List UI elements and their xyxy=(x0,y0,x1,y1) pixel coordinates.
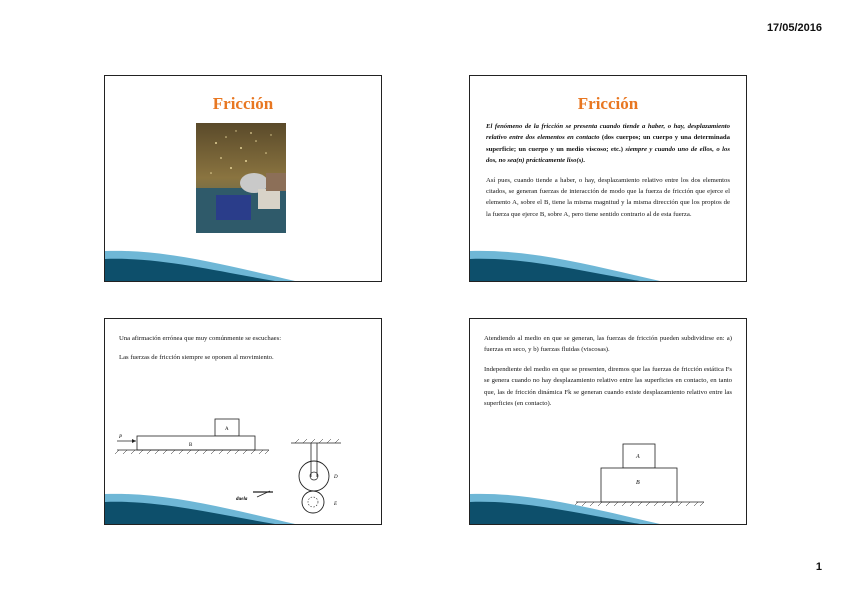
paragraph-1 xyxy=(486,121,730,167)
label-p: P xyxy=(119,435,123,440)
print-date: 17/05/2016 xyxy=(766,22,822,34)
definition-bold: El fenómeno de la fricción se presenta cuando tiende a haber, o hay, desplazamiento relativo entre dos elementos en contacto xyxy=(486,123,730,142)
grinding-sparks-photo xyxy=(196,123,286,233)
slide-footer-swoosh xyxy=(470,484,746,524)
slide-4 xyxy=(469,318,747,525)
paragraph-1: Atendiendo al medio en que se generan, las fuerzas de fricción pueden subdividirse en: a) fuerzas en seco, y b) fuerzas fluidas (viscosas). xyxy=(484,335,732,354)
slide-footer-swoosh xyxy=(105,484,381,524)
page-number: 1 xyxy=(815,561,822,573)
slide-1 xyxy=(104,75,382,282)
label-d: D xyxy=(334,475,338,480)
paragraph-2: Las fuerzas de fricción siempre se oponen al movimiento. xyxy=(119,354,274,362)
paragraph-2: Independiente del medio en que se presenten, diremos que las fuerzas de fricción estática Fs se genera cuando no hay desplazamiento relativo entre las superficies en contacto, en tanto que, las de fricción dinámica Fk se generan cuando existe desplazamiento relativo entre las superficies (en contacto). xyxy=(484,365,732,408)
label-a: A xyxy=(636,454,640,460)
ground-hatch xyxy=(115,450,269,454)
definition-bold-2: siempre y cuando uno de ellos, o los dos, no sea(n) prácticamente liso(s). xyxy=(486,145,730,165)
label-e: E xyxy=(334,502,338,507)
label-a: A xyxy=(225,427,229,432)
slide-title: Fricción xyxy=(577,94,639,113)
slide-footer-swoosh xyxy=(470,241,746,281)
block-b xyxy=(137,436,255,450)
slide-3 xyxy=(104,318,382,525)
slide-2 xyxy=(469,75,747,282)
slide-body xyxy=(486,121,730,228)
arrow-head xyxy=(132,439,136,443)
definition-normal: (dos cuerpos; un cuerpo y una determinada superficie; un cuerpo y un medio viscoso; etc.) xyxy=(486,134,730,153)
label-b: B xyxy=(189,443,193,448)
label-b: B xyxy=(636,480,640,486)
slide-footer-swoosh xyxy=(105,241,381,281)
slide-title: Fricción xyxy=(212,94,274,113)
paragraph-1: Una afirmación errónea que muy comúnmente se escuchaes: xyxy=(119,335,282,342)
label-duela: duela xyxy=(236,497,248,502)
paragraph-2: Así pues, cuando tiende a haber, o hay, desplazamiento relativo entre los dos elementos citados, se generan fuerzas de interacción de modo que la fuerza de fricción que ejerce el elemento A, sobre el B, tiene la misma magnitud y la misma dirección que los propios de la fuerza que ejerce B, sobre A, pero tiene sentido contrario al de esta fuerza. xyxy=(486,176,730,218)
